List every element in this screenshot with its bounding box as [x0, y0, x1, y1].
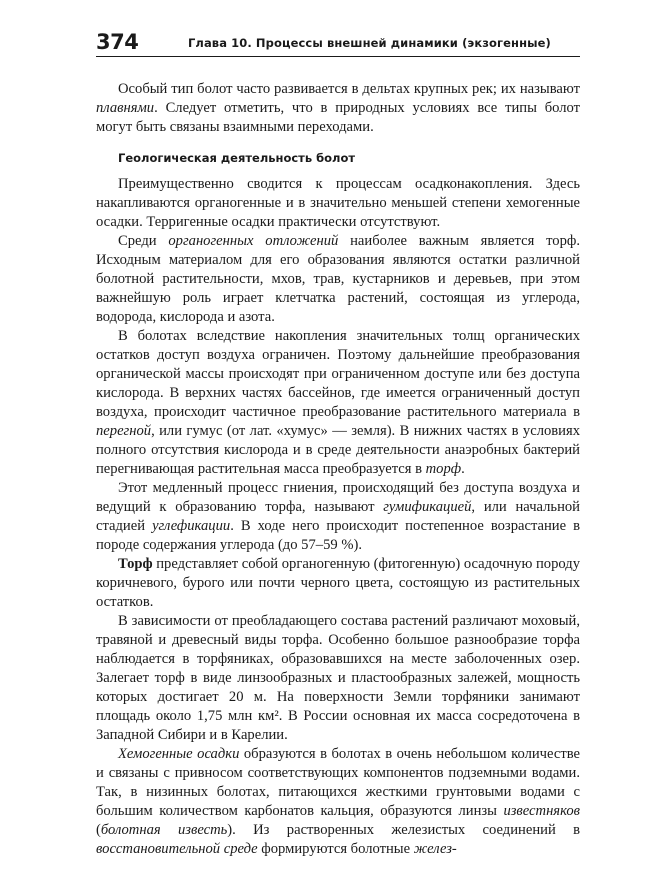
- paragraph-8: Хемогенные осадки образуются в болотах в очень небольшом количестве и связаны с привносом соответствующих компонентов подземными водами. Так, в низинных болотах, питающихся жесткими грунтовыми водами с большим количеством карбонатов кальция, образуются линзы известняков (болотная известь). Из растворенных железистых соединений в восстановительной среде формируются болотные желез-: [96, 746, 581, 857]
- section-heading: Геологическая деятельность болот: [118, 151, 356, 165]
- paragraph-2: Преимущественно сводится к процессам осадконакопления. Здесь накапливаются органогенные и в значительно меньшей степени хемогенные осадки. Терригенные осадки практически отсутствуют.: [96, 176, 580, 230]
- paragraph-5: Этот медленный процесс гниения, происходящий без доступа воздуха и ведущий к образованию торфа, называют гумификацией, или начальной стадией углефикации. В ходе него происходит постепенное возрастание в породе содержания углерода (до 57–59 %).: [96, 480, 580, 553]
- page-header: [96, 26, 576, 56]
- paragraph-4: В болотах вследствие накопления значительных толщ органических остатков доступ воздуха ограничен. Поэтому дальнейшие преобразования органической массы происходят при ограниченном доступе или без доступа кислорода. В верхних частях бассейнов, где имеется ограниченный доступ воздуха, происходит частичное преобразование растительного материала в перегной, или гумус (от лат. «хумус» — земля). В нижних частях в условиях полного отсутствия кислорода и в среде деятельности анаэробных бактерий перегнивающая растительная масса преобразуется в торф.: [96, 328, 580, 477]
- header-rule: [96, 56, 580, 57]
- paragraph-7: В зависимости от преобладающего состава растений различают моховый, травяной и древесный виды торфа. Особенно большое разнообразие торфа наблюдается в торфяниках, образовавшихся на месте заболоченных озер. Залегает торф в виде линзообразных и пластообразных залежей, мощность которых достигает 20 м. На поверхности Земли торфяники занимают площадь около 1,75 млн км². В России основная их масса сосредоточена в Западной Сибири и в Карелии.: [96, 613, 580, 743]
- paragraph-3: Среди органогенных отложений наиболее важным является торф. Исходным материалом для его образования являются остатки различной болотной растительности, мхов, трав, кустарников и деревьев, при этом важнейшую роль играет клетчатка растений, состоящая из углерода, водорода, кислорода и азота.: [96, 233, 580, 325]
- page-number: 374: [96, 30, 139, 54]
- paragraph-6: Торф представляет собой органогенную (фитогенную) осадочную породу коричневого, бурого или почти черного цвета, состоящую из растительных остатков.: [96, 556, 580, 610]
- page-body: [96, 80, 580, 859]
- paragraph-1: Особый тип болот часто развивается в дельтах крупных рек; их называют плавнями. Следует отметить, что в природных условиях все типы болот могут быть связаны взаимными переходами.: [96, 81, 580, 135]
- chapter-title: Глава 10. Процессы внешней динамики (экзогенные): [188, 36, 551, 50]
